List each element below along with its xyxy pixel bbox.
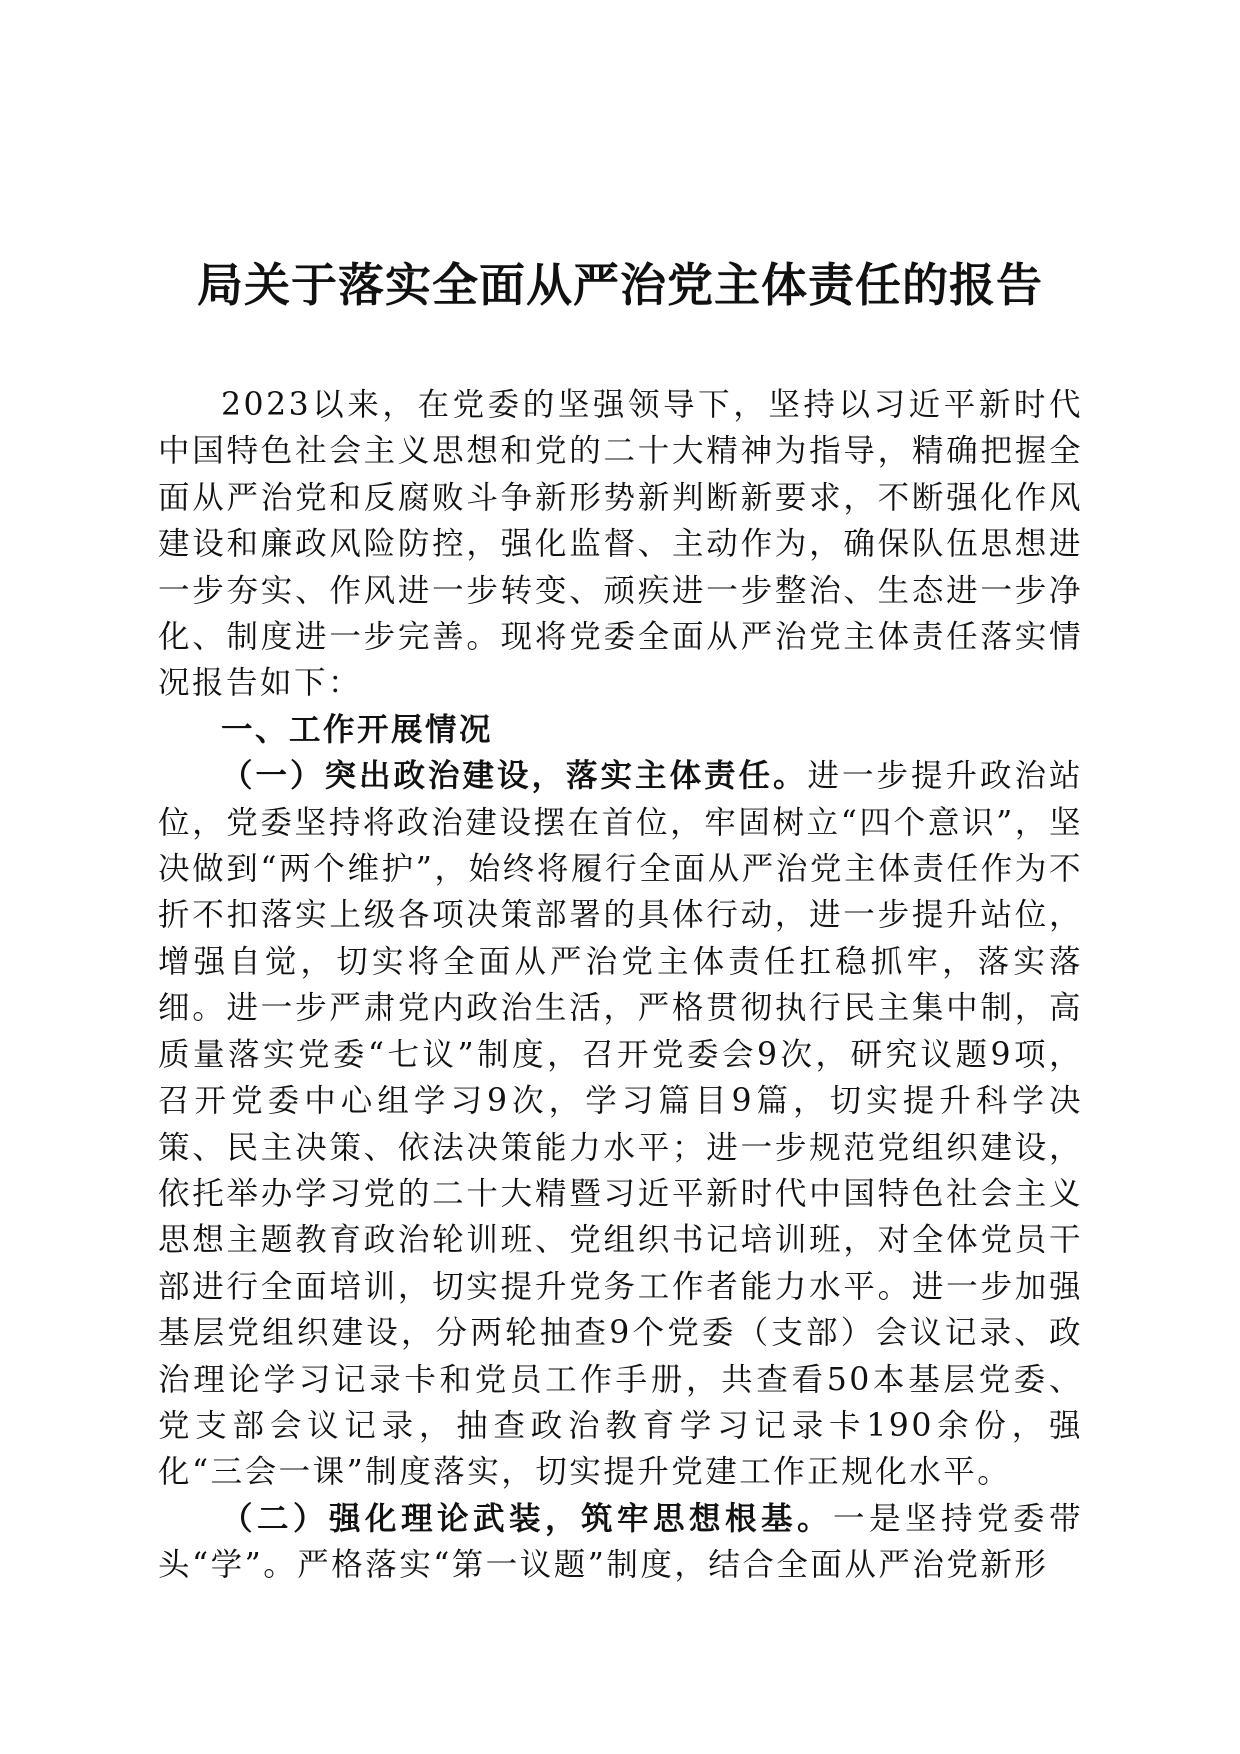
- item-text: 一是坚持党委带头“学”。严格落实“第一议题”制度，结合全面从严治党新形: [158, 1500, 1083, 1584]
- document-title: 局关于落实全面从严治党主体责任的报告: [197, 258, 1043, 312]
- item-paragraph: [158, 1496, 1083, 1589]
- item-paragraph: [158, 753, 1083, 1496]
- item-text: 进一步提升政治站位，党委坚持将政治建设摆在首位，牢固树立“四个意识”，坚决做到“两个维护”，始终将履行全面从严治党主体责任作为不折不扣落实上级各项决策部署的具体行动，进一步提升站位，增强自觉，切实将全面从严治党主体责任扛稳抓牢，落实落细。进一步严肃党内政治生活，严格贯彻执行民主集中制，高质量落实党委“七议”制度，召开党委会9次，研究议题9项，召开党委中心组学习9次，学习篇目9篇，切实提升科学决策、民主决策、依法决策能力水平；进一步规范党组织建设，依托举办学习党的二十大精暨习近平新时代中国特色社会主义思想主题教育政治轮训班、党组织书记培训班，对全体党员干部进行全面培训，切实提升党务工作者能力水平。进一步加强基层党组织建设，分两轮抽查9个党委（支部）会议记录、政治理论学习记录卡和党员工作手册，共查看50本基层党委、党支部会议记录，抽查政治教育学习记录卡190余份，强化“三会一课”制度落实，切实提升党建工作正规化水平。: [158, 758, 1083, 1491]
- intro-paragraph: 2023以来，在党委的坚强领导下，坚持以习近平新时代中国特色社会主义思想和党的二十大精神为指导，精确把握全面从严治党和反腐败斗争新形势新判断新要求，不断强化作风建设和廉政风险防控，强化监督、主动作为，确保队伍思想进一步夯实、作风进一步转变、顽疾进一步整治、生态进一步净化、制度进一步完善。现将党委全面从严治党主体责任落实情况报告如下：: [158, 387, 1083, 702]
- item-lead: （一）突出政治建设，落实主体责任。: [221, 758, 808, 795]
- item-lead: （二）强化理论武装，筑牢思想根基。: [221, 1500, 833, 1537]
- document-body: [158, 382, 1083, 1589]
- section-heading: 一、工作开展情况: [221, 711, 494, 748]
